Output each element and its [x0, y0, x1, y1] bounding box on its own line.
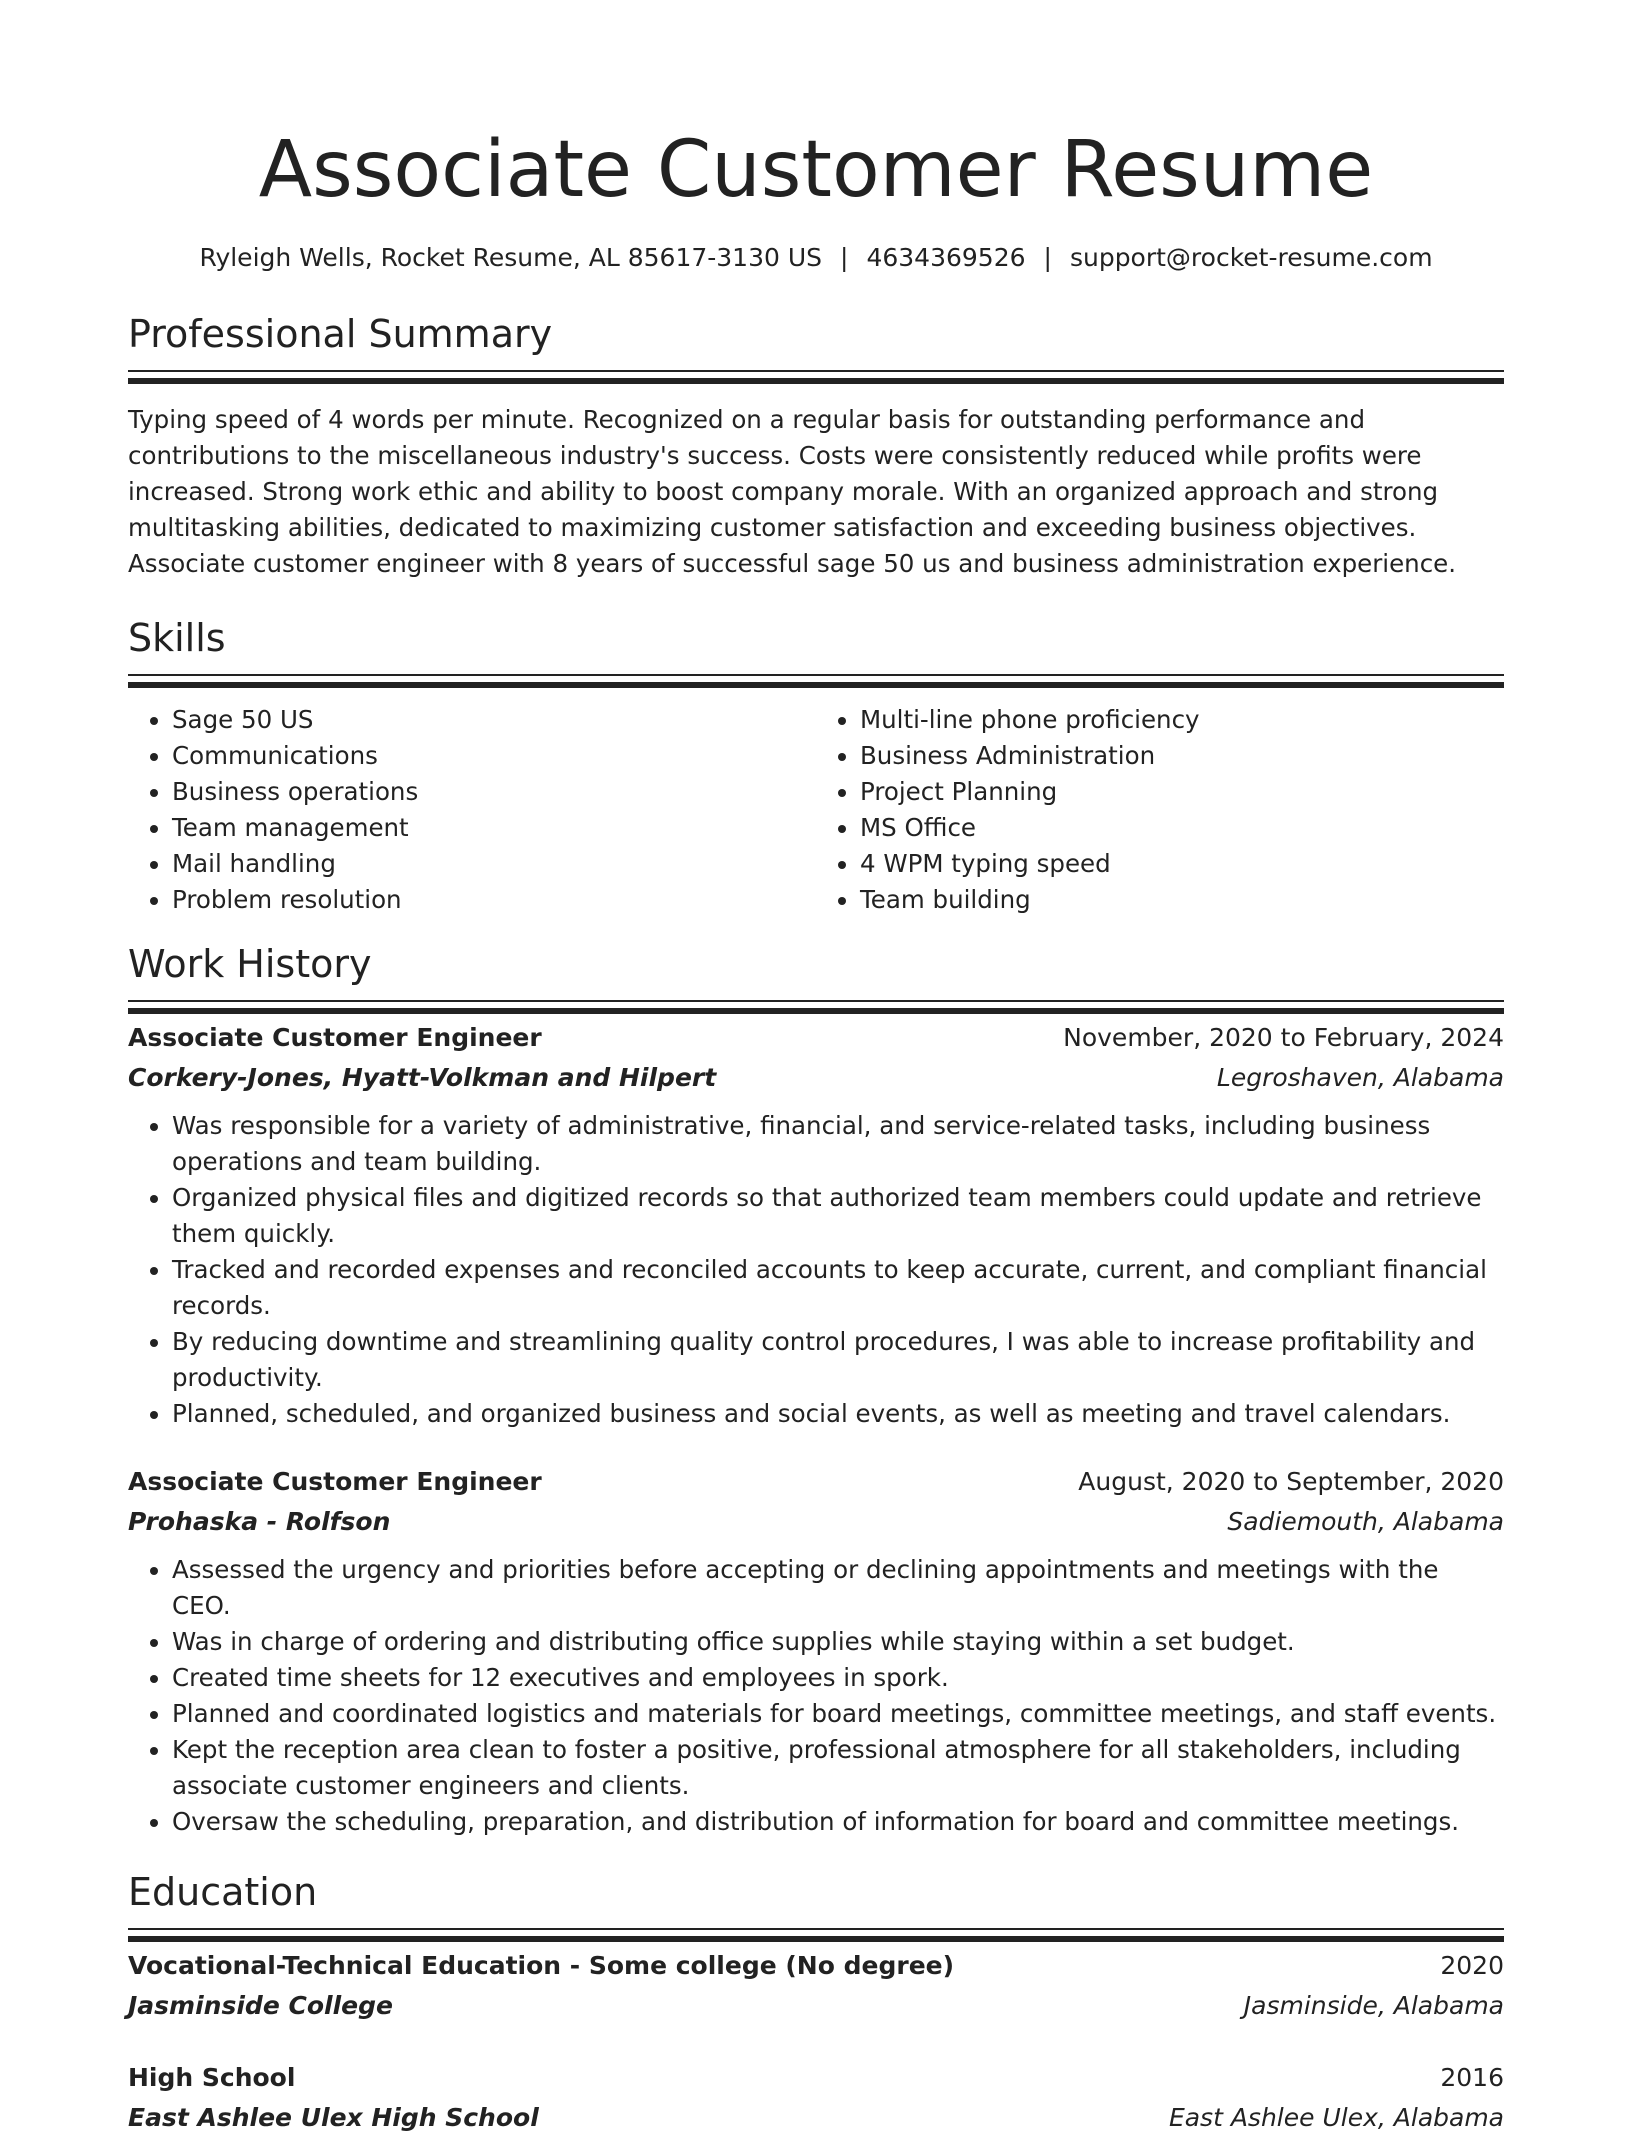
job-dates: August, 2020 to September, 2020 [1078, 1467, 1504, 1496]
job-bullet: • Planned and coordinated logistics and materials for board meetings, committee meetings, and staff events. [172, 1696, 1504, 1732]
skill-item: • Project Planning [860, 774, 1504, 810]
section-divider [128, 1000, 1504, 1002]
education-header-row [128, 1946, 1504, 1986]
job-company-row [128, 1502, 1504, 1542]
job-bullet: • Assessed the urgency and priorities before accepting or declining appointments and meetings with the CEO. [172, 1552, 1504, 1624]
education-entry [128, 1946, 1504, 2026]
job-bullet: • Was in charge of ordering and distributing office supplies while staying within a set budget. [172, 1624, 1504, 1660]
job-dates: November, 2020 to February, 2024 [1063, 1023, 1504, 1052]
skill-item: • 4 WPM typing speed [860, 846, 1504, 882]
skill-item: • Multi-line phone proficiency [860, 702, 1504, 738]
job-company: Corkery-Jones, Hyatt-Volkman and Hilpert [128, 1063, 717, 1092]
work-history-section [128, 938, 1504, 1840]
skill-item: • Mail handling [172, 846, 816, 882]
job-bullet: • Was responsible for a variety of administrative, financial, and service-related tasks, including business operations and team building. [172, 1108, 1504, 1180]
contact-separator: | [840, 243, 849, 272]
job-bullet: • Tracked and recorded expenses and reconciled accounts to keep accurate, current, and compliant financial records. [172, 1252, 1504, 1324]
education-location: East Ashlee Ulex, Alabama [1168, 2103, 1504, 2132]
summary-section [128, 308, 1504, 582]
job-company: Prohaska - Rolfson [128, 1507, 391, 1536]
skill-item: • Sage 50 US [172, 702, 816, 738]
education-heading: Education [128, 1870, 318, 1914]
job-title: Associate Customer Engineer [128, 1023, 542, 1052]
skill-item: • Business Administration [860, 738, 1504, 774]
job-company-row [128, 1058, 1504, 1098]
resume-title: Associate Customer Resume [258, 125, 1374, 215]
job-bullets [128, 1108, 1504, 1432]
job-bullet: • Kept the reception area clean to foster a positive, professional atmosphere for all stakeholders, including associate customer engineers and clients. [172, 1732, 1504, 1804]
job-header-row [128, 1018, 1504, 1058]
summary-heading: Professional Summary [128, 312, 553, 356]
education-school-row [128, 1986, 1504, 2026]
job-header-row [128, 1462, 1504, 1502]
summary-text: Typing speed of 4 words per minute. Recognized on a regular basis for outstanding performance and contributions to the miscellaneous industry's success. Costs were consistently reduced while profits were increased. Strong work ethic and ability to boost company morale. With an organized approach and strong multitasking abilities, dedicated to maximizing customer satisfaction and exceeding business objectives. Associate customer engineer with 8 years of successful sage 50 us and business administration experience. [128, 405, 1457, 578]
job-title: Associate Customer Engineer [128, 1467, 542, 1496]
contact-line [128, 240, 1504, 276]
job-bullets [128, 1552, 1504, 1840]
skills-list-left [128, 702, 816, 918]
skill-item: • Team building [860, 882, 1504, 918]
job-entry [128, 1462, 1504, 1840]
job-location: Sadiemouth, Alabama [1227, 1507, 1504, 1536]
skills-columns [128, 702, 1504, 918]
skill-item: • Problem resolution [172, 882, 816, 918]
education-location: Jasminside, Alabama [1243, 1991, 1504, 2020]
job-entry [128, 1018, 1504, 1432]
education-header-row [128, 2058, 1504, 2098]
education-degree: High School [128, 2063, 296, 2092]
education-school: East Ashlee Ulex High School [128, 2103, 539, 2132]
skill-item: • Team management [172, 810, 816, 846]
job-bullet: • Oversaw the scheduling, preparation, and distribution of information for board and committee meetings. [172, 1804, 1504, 1840]
skill-item: • Communications [172, 738, 816, 774]
contact-email: support@rocket-resume.com [1069, 243, 1433, 272]
section-divider [128, 1928, 1504, 1930]
skills-list-right [816, 702, 1504, 918]
contact-address: Ryleigh Wells, Rocket Resume, AL 85617-3130 US [199, 243, 823, 272]
job-bullet: • Created time sheets for 12 executives and employees in spork. [172, 1660, 1504, 1696]
education-school-row [128, 2098, 1504, 2138]
job-bullet: • By reducing downtime and streamlining quality control procedures, I was able to increase profitability and productivity. [172, 1324, 1504, 1396]
section-divider [128, 674, 1504, 676]
job-bullet: • Organized physical files and digitized records so that authorized team members could update and retrieve them quickly. [172, 1180, 1504, 1252]
contact-separator: | [1043, 243, 1052, 272]
skill-item: • Business operations [172, 774, 816, 810]
section-divider [128, 370, 1504, 372]
job-bullet: • Planned, scheduled, and organized business and social events, as well as meeting and travel calendars. [172, 1396, 1504, 1432]
work-history-heading: Work History [128, 942, 372, 986]
education-school: Jasminside College [128, 1991, 393, 2020]
education-year: 2016 [1440, 2063, 1504, 2092]
education-entry [128, 2058, 1504, 2138]
job-location: Legroshaven, Alabama [1216, 1063, 1504, 1092]
skills-section [128, 612, 1504, 918]
skills-heading: Skills [128, 616, 226, 660]
education-section [128, 1866, 1504, 2138]
contact-phone: 4634369526 [866, 243, 1026, 272]
skill-item: • MS Office [860, 810, 1504, 846]
education-degree: Vocational-Technical Education - Some college (No degree) [128, 1951, 955, 1980]
education-year: 2020 [1440, 1951, 1504, 1980]
